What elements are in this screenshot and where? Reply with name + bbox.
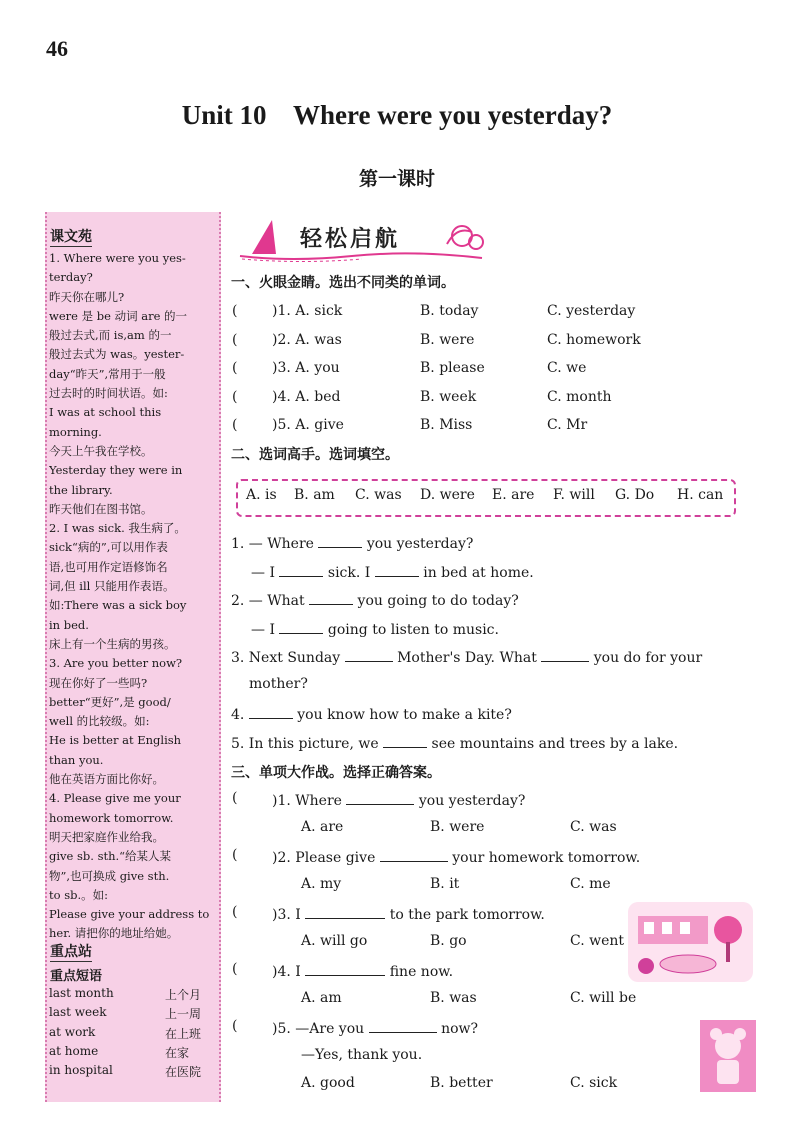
phrase-zh: 上个月 [165,988,202,1002]
answer-paren: ( [232,388,238,405]
s3-option-c: C. was [570,818,617,835]
sidebar-line: 1. Where were you yes- [49,251,186,265]
s2-q4: 4. you know how to make a kite? [231,704,512,723]
sidebar-line: to sb.。如: [49,887,108,902]
phrases-heading: 重点短语 [50,969,103,984]
sidebar-line: 他在英语方面比你好。 [49,772,164,787]
s3-option-b: B. better [430,1075,493,1091]
s3-question-4 [272,961,453,980]
question-tail: your homework tomorrow. [452,850,641,866]
phrase-en: last week [49,1005,107,1020]
s3-option-a: A. my [301,875,342,892]
s3-option-b: B. it [430,875,460,892]
sidebar-heading: 课文苑 [50,229,92,245]
question-stem: )1. Where [272,793,342,809]
question-stem: )2. Please give [272,850,376,866]
section2-heading: 二、选词高手。选词填空。 [231,447,399,463]
s3-option-b: B. was [430,989,477,1006]
phrase-zh: 在医院 [165,1065,202,1080]
s1-option-a: )2. A. was [272,331,342,348]
s1-option-b: B. today [420,303,479,319]
sidebar-line: 昨天你在哪儿? [49,289,125,304]
sidebar-line: 明天把家庭作业给我。 [49,829,164,844]
word-bank-item: B. am [294,487,335,503]
sidebar-line: He is better at English [49,733,182,748]
s2-q5: 5. In this picture, we see mountains and trees by a lake. [231,733,678,752]
s1-option-a: )5. A. give [272,417,344,433]
s3-option-c: C. will be [570,989,637,1006]
word-bank-item: A. is [246,487,277,503]
answer-paren: ( [232,331,238,348]
s1-option-b: B. Miss [420,417,473,433]
s1-option-a: )4. A. bed [272,388,341,405]
sidebar-line: morning. [49,424,102,439]
s3-option-a: A. am [301,989,342,1006]
answer-paren: ( [232,1018,238,1034]
sidebar-line: day“昨天”,常用于一般 [49,366,166,381]
phrase-zh: 在上班 [165,1026,202,1041]
sidebar-line: 3. Are you better now? [49,656,183,671]
section1-heading: 一、火眼金睛。选出不同类的单词。 [231,275,455,291]
s1-option-c: C. Mr [547,417,588,433]
sidebar-line: her. 请把你的地址给她。 [49,926,179,941]
s1-option-a: )3. A. you [272,360,340,376]
question-stem: )5. —Are you [272,1021,365,1037]
s3-dialog-line: —Yes, thank you. [301,1046,423,1063]
section3-heading: 三、单项大作战。选择正确答案。 [231,765,441,781]
sidebar-line: were 是 be 动词 are 的一 [49,308,188,323]
sidebar-line: 现在你好了一些吗? [49,675,148,690]
answer-blank [369,1018,437,1033]
child-illustration-icon [700,1020,756,1092]
sidebar-line: Yesterday they were in [49,463,183,478]
answer-blank [305,961,385,976]
sidebar-line: 如:There was a sick boy [49,598,187,613]
unit-title: Unit 10 Where were you yesterday? [181,100,613,130]
lesson-subtitle: 第一课时 [358,168,435,190]
s1-option-b: B. please [420,360,485,376]
s1-option-c: C. yesterday [547,303,636,319]
s2-q1-line2: — I sick. I in bed at home. [251,562,534,581]
s1-option-a: )1. A. sick [272,303,343,319]
answer-paren: ( [232,417,238,433]
s3-option-c: C. me [570,875,611,892]
s3-option-b: B. were [430,818,485,835]
sidebar-line: 般过去式为 was。yester- [49,347,185,362]
sidebar-line: 今天上午我在学校。 [49,443,153,458]
s2-q1-line1: 1. — Where you yesterday? [231,533,473,552]
s2-q3-line1: 3. Next Sunday Mother's Day. What you do for your [231,647,755,666]
answer-paren: ( [232,904,238,920]
sidebar-line: better“更好”,是 good/ [49,694,171,709]
sidebar-line: 过去时的时间状语。如: [49,386,168,401]
sidebar-line: 般过去式,而 is,am 的一 [49,328,172,343]
answer-paren: ( [232,360,238,376]
s3-question-5 [272,1018,478,1037]
word-bank-item: G. Do [615,487,655,503]
s3-option-c: C. went [570,932,625,949]
question-tail: to the park tomorrow. [389,907,545,923]
s2-q2-line1: 2. — What you going to do today? [231,590,519,609]
key-heading: 重点站 [50,944,92,960]
phrase-en: at work [49,1024,96,1039]
answer-paren: ( [232,847,238,863]
s3-question-1 [272,790,525,809]
sidebar-line: 4. Please give me your [49,791,181,806]
sidebar-line: 语,也可用作定语修饰名 [49,559,168,574]
s1-option-b: B. week [420,388,477,405]
s1-option-c: C. we [547,360,587,376]
s3-option-a: A. good [301,1075,355,1091]
sidebar-line: sick“病的”,可以用作表 [49,540,168,555]
word-bank-item: H. can [677,487,724,503]
s3-question-3 [272,904,545,923]
answer-paren: ( [232,961,238,977]
sidebar-line: give sb. sth.“给某人某 [49,849,172,864]
answer-blank [346,790,414,805]
sidebar-line: 2. I was sick. 我生病了。 [49,521,186,536]
park-illustration-icon [628,902,753,982]
sidebar-line: terday? [49,270,93,285]
sidebar-line: Please give your address to [49,907,210,922]
sidebar-line: 物”,也可换成 give sth. [49,868,170,883]
s3-option-a: A. will go [301,932,368,949]
sidebar-line: 床上有一个生病的男孩。 [49,636,176,651]
answer-blank [380,847,448,862]
sidebar-line: in bed. [49,617,89,632]
word-bank-item: F. will [553,487,595,503]
answer-paren: ( [232,790,238,806]
page-number: 46 [46,36,68,61]
s2-q3-line2: mother? [249,676,308,692]
answer-blank [305,904,385,919]
question-tail: now? [441,1021,479,1037]
s3-option-b: B. go [430,932,467,949]
sidebar-line: than you. [49,752,104,767]
phrase-zh: 上一周 [165,1007,202,1022]
word-bank-item: C. was [355,487,402,503]
s3-question-2 [272,847,640,866]
question-stem: )3. I [272,907,301,923]
question-tail: you yesterday? [418,793,526,809]
phrase-en: at home [49,1043,99,1058]
s1-option-c: C. homework [547,331,641,348]
phrase-zh: 在家 [165,1045,190,1060]
s2-q2-line2: — I going to listen to music. [251,619,499,638]
sidebar-line: the library. [49,482,113,497]
banner-title: 轻松启航 [300,227,401,252]
word-bank-item: D. were [420,487,475,503]
s3-option-a: A. are [301,818,344,835]
answer-paren: ( [232,303,238,319]
s1-option-b: B. were [420,331,475,348]
phrase-en: in hospital [49,1063,113,1078]
s3-option-c: C. sick [570,1075,618,1091]
sidebar-line: 词,但 ill 只能用作表语。 [49,579,175,594]
sidebar-notes [49,249,215,944]
sidebar-line: well 的比较级。如: [49,714,150,729]
word-bank-item: E. are [492,487,535,503]
sidebar-line: homework tomorrow. [49,810,174,825]
question-tail: fine now. [389,964,454,980]
phrase-en: last month [49,986,114,1000]
question-stem: )4. I [272,964,301,980]
s1-option-c: C. month [547,388,612,405]
sidebar-line: 昨天他们在图书馆。 [49,501,153,516]
sidebar-line: I was at school this [49,405,162,420]
